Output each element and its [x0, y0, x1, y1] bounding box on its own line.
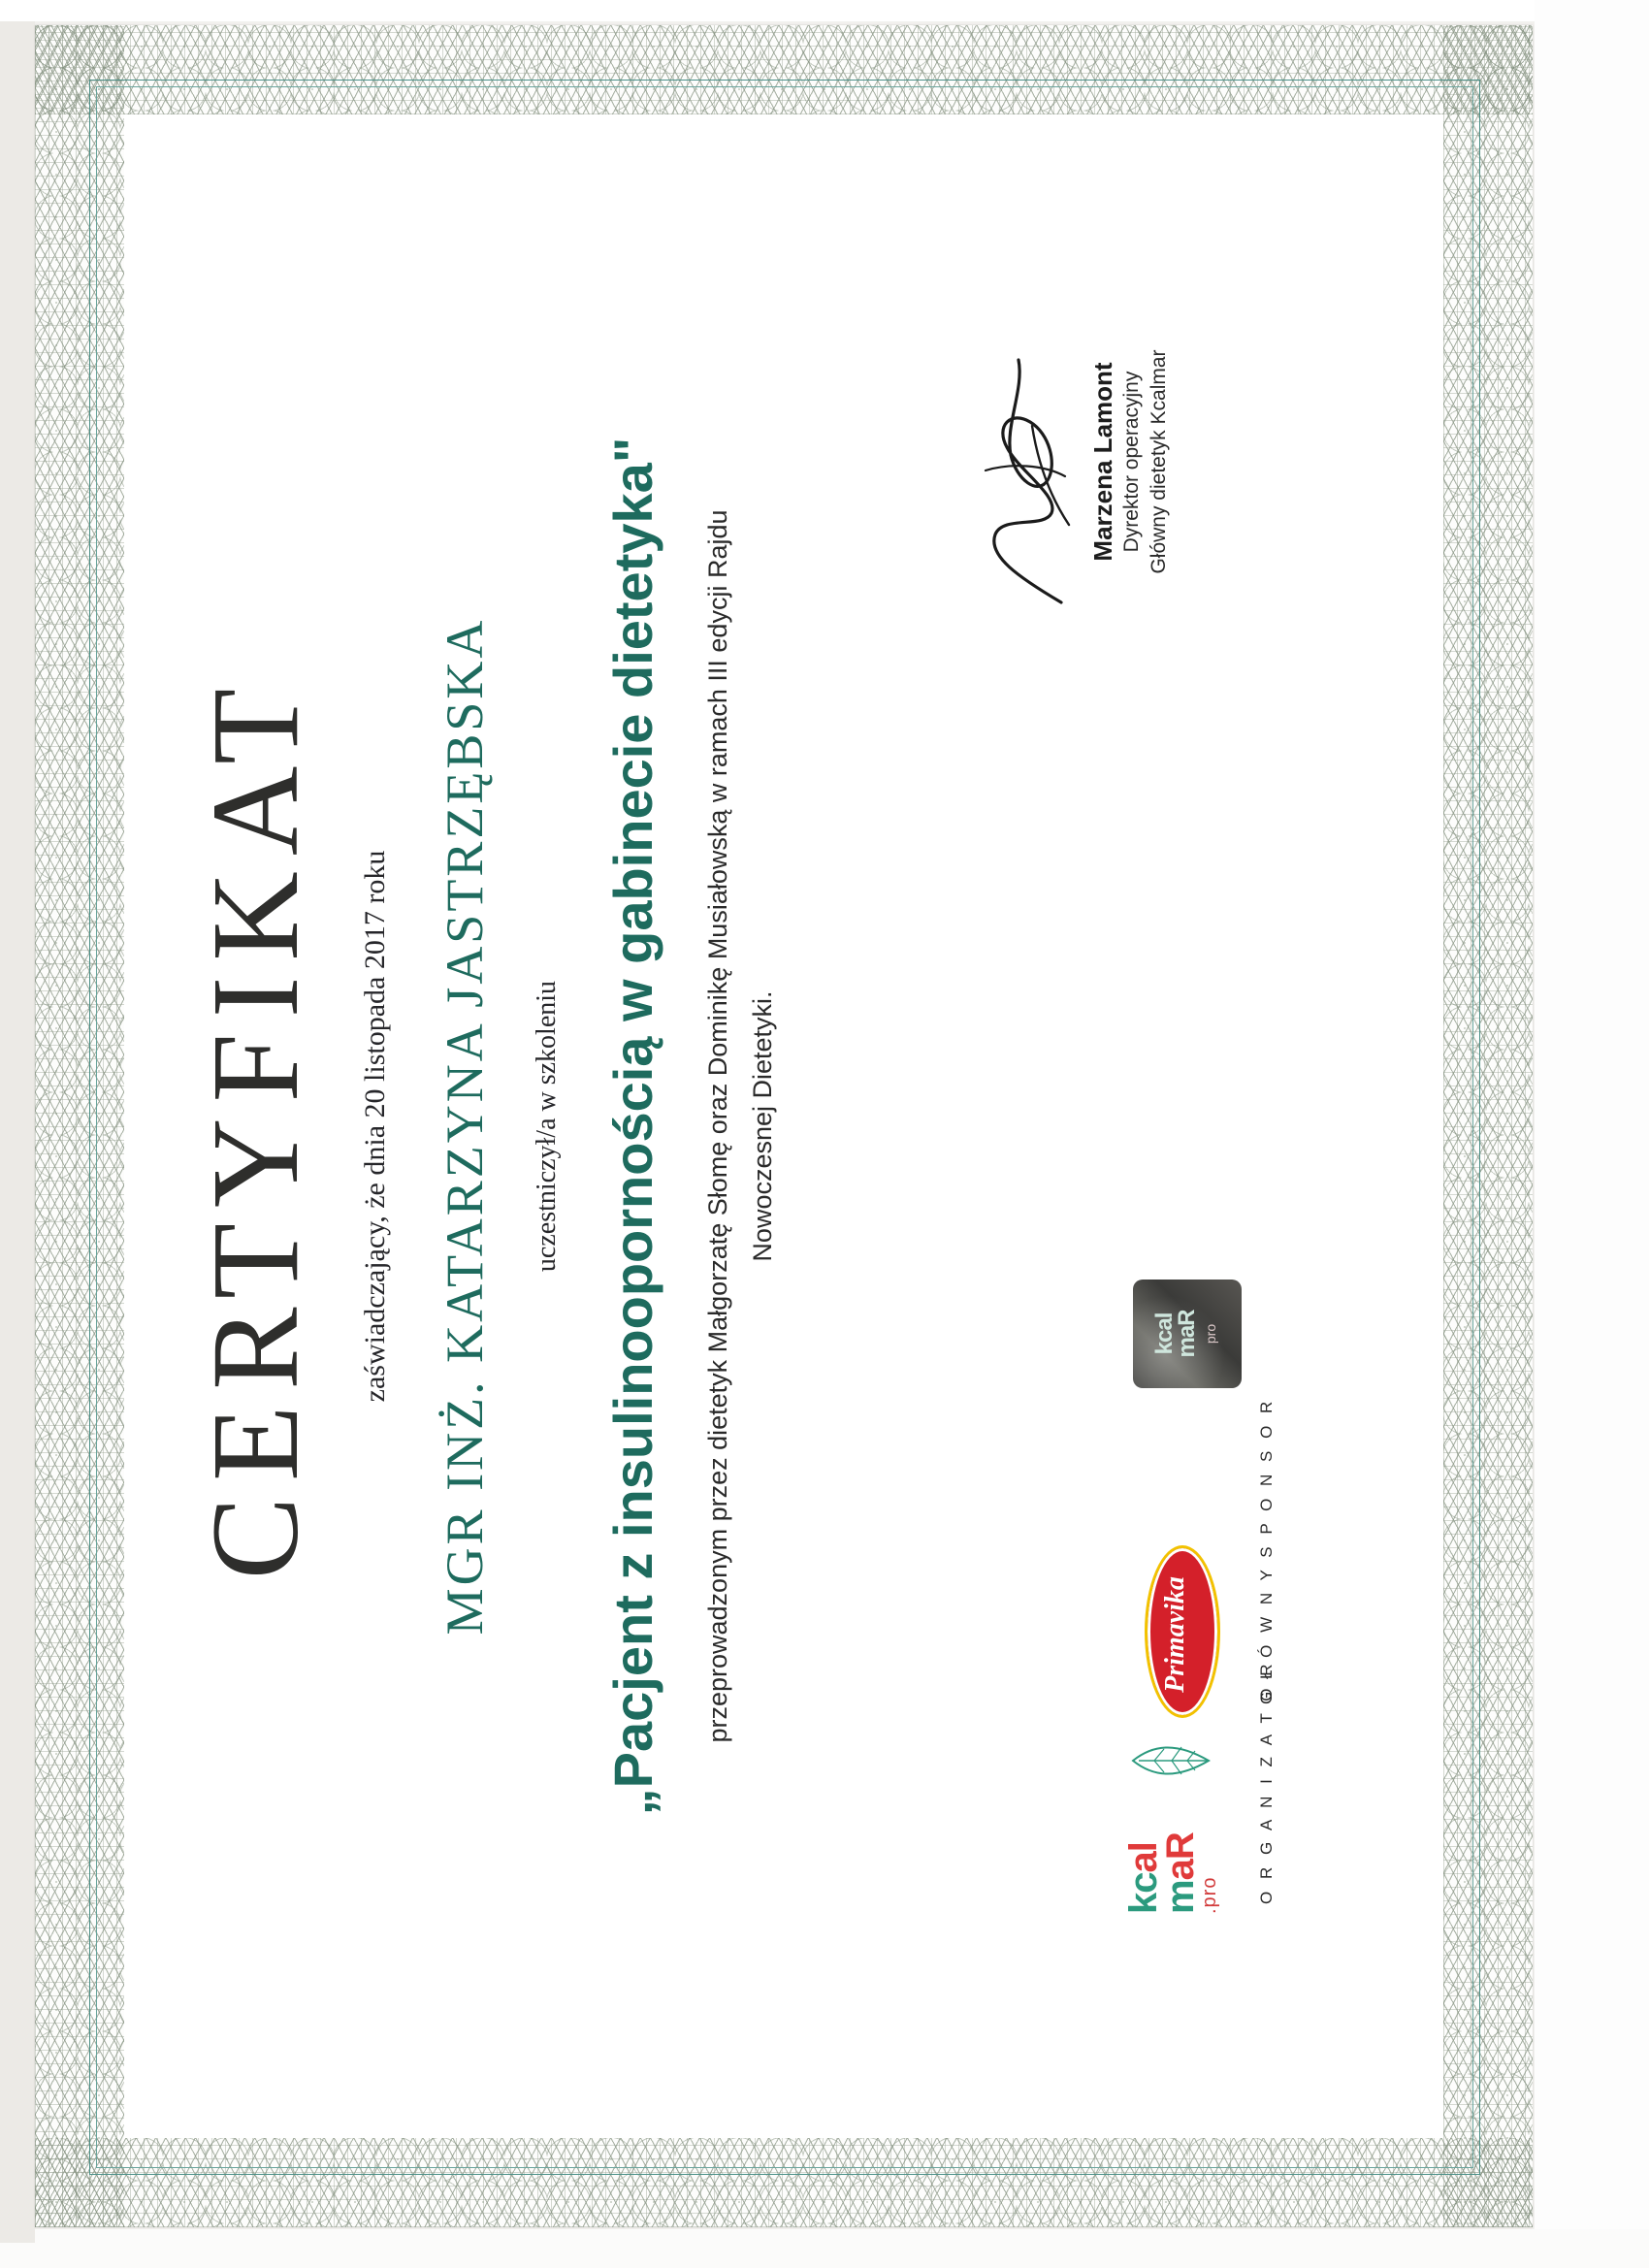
kcalmar-pro-suffix: .pro	[1199, 1876, 1220, 1914]
holo-line1-b: al	[1151, 1312, 1178, 1331]
main-sponsor-label: G Ł Ó W N Y S P O N S O R	[1257, 1397, 1276, 1704]
course-title: „Pacjent z insulinoopornością w gabinecie dietetyka"	[602, 437, 663, 1816]
kcalmar-line2-b: aR	[1159, 1832, 1202, 1881]
leaf-icon	[1129, 1732, 1212, 1790]
attestation-line: zaświadczający, że dnia 20 listopada 2017 roku	[359, 850, 391, 1403]
holographic-seal-icon	[1133, 1280, 1242, 1388]
kcalmar-line1-a: kc	[1122, 1872, 1165, 1914]
handwritten-signature	[968, 253, 1084, 670]
scan-margin-top	[0, 0, 1649, 21]
certificate-content	[114, 117, 1453, 2135]
kcalmar-line1-b: al	[1122, 1842, 1165, 1873]
signature-name: Marzena Lamont	[1088, 362, 1117, 562]
holo-line2: maR	[1173, 1310, 1200, 1358]
recipient-name: MGR INŻ. KATARZYNA JASTRZĘBSKA	[436, 617, 494, 1636]
certificate-title: CERTYFIKAT	[186, 672, 324, 1580]
signature-role-line-2: Główny dietetyk Kcalmar	[1148, 349, 1171, 574]
primavika-wordmark: Primavika	[1160, 1576, 1190, 1693]
scan-margin-bottom	[0, 2229, 1649, 2268]
scan-margin-left	[0, 21, 35, 2243]
participation-line: uczestniczył/a w szkoleniu	[532, 980, 562, 1273]
organizer-logo-kcalmar	[1122, 1710, 1232, 1914]
signature-block	[968, 253, 1174, 670]
certificate-sheet	[35, 25, 1533, 2227]
course-description: przeprowadzonym przez dietetyk Małgorzatę Słomę oraz Dominikę Musiałowską w ramach III edycji Rajdu Nowoczesnej Dietetyki.	[703, 509, 777, 1743]
organizer-label: O R G A N I Z A T O R	[1257, 1660, 1276, 1904]
holo-wordmark	[1151, 1280, 1200, 1388]
scan-margin-right	[1535, 0, 1649, 2268]
sponsor-logo-primavika	[1131, 1551, 1228, 1718]
signature-role-line-1: Dyrektor operacyjny	[1120, 371, 1143, 553]
holo-pro-suffix: pro	[1203, 1323, 1218, 1345]
holo-line1-a: kc	[1151, 1330, 1178, 1355]
kcalmar-line2-a: m	[1159, 1880, 1202, 1914]
